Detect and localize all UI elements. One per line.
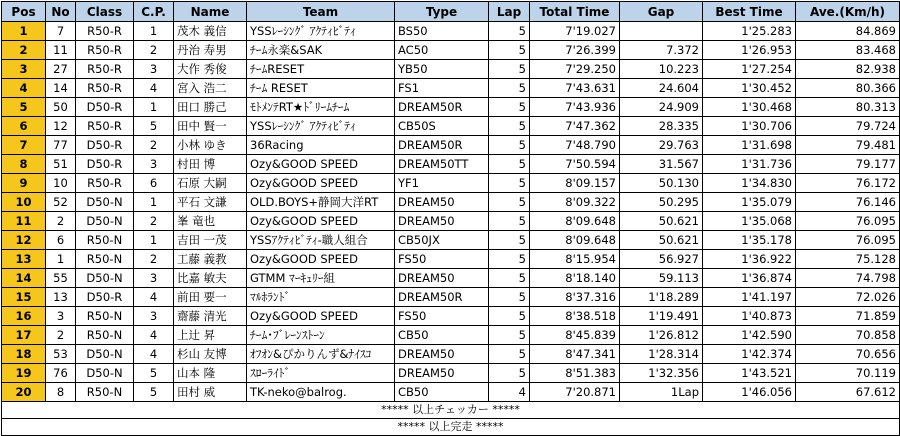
cp-cell: 1 [134, 193, 174, 212]
lap-cell: 5 [489, 345, 530, 364]
gap-cell: 50.621 [620, 231, 703, 250]
name-cell: 比嘉 敏夫 [174, 269, 247, 288]
lap-cell: 5 [489, 79, 530, 98]
lap-cell: 5 [489, 98, 530, 117]
best-time-cell: 1'31.736 [703, 155, 796, 174]
table-row [2, 364, 900, 383]
team-cell: Ozy&GOOD SPEED [247, 155, 395, 174]
gap-cell: 1'19.491 [620, 307, 703, 326]
cp-cell: 3 [134, 155, 174, 174]
ave-cell: 79.481 [796, 136, 900, 155]
col-type-header: Type [395, 2, 489, 22]
no-cell: 10 [46, 174, 76, 193]
gap-cell: 1'26.812 [620, 326, 703, 345]
best-time-cell: 1'42.590 [703, 326, 796, 345]
cp-cell: 2 [134, 212, 174, 231]
table-row [2, 269, 900, 288]
lap-cell: 5 [489, 307, 530, 326]
total-time-cell: 8'45.839 [530, 326, 620, 345]
col-total-time-header: Total Time [530, 2, 620, 22]
pos-cell: 1 [2, 22, 46, 41]
col-name-header: Name [174, 2, 247, 22]
lap-cell: 5 [489, 250, 530, 269]
class-cell: R50-R [76, 41, 134, 60]
class-cell: D50-N [76, 345, 134, 364]
ave-cell: 82.938 [796, 60, 900, 79]
type-cell: DREAM50R [395, 98, 489, 117]
cp-cell: 2 [134, 136, 174, 155]
class-cell: R50-N [76, 383, 134, 402]
cp-cell: 2 [134, 41, 174, 60]
col-gap-header: Gap [620, 2, 703, 22]
ave-cell: 80.366 [796, 79, 900, 98]
class-cell: D50-N [76, 364, 134, 383]
pos-cell: 7 [2, 136, 46, 155]
col-ave-header: Ave.(Km/h) [796, 2, 900, 22]
total-time-cell: 7'43.936 [530, 98, 620, 117]
best-time-cell: 1'35.068 [703, 212, 796, 231]
total-time-cell: 8'15.954 [530, 250, 620, 269]
table-row [2, 174, 900, 193]
table-row [2, 22, 900, 41]
cp-cell: 5 [134, 364, 174, 383]
name-cell: 田村 威 [174, 383, 247, 402]
no-cell: 53 [46, 345, 76, 364]
best-time-cell: 1'36.922 [703, 250, 796, 269]
type-cell: FS50 [395, 250, 489, 269]
note-row [2, 402, 900, 419]
type-cell: DREAM50 [395, 269, 489, 288]
team-cell: Ozy&GOOD SPEED [247, 174, 395, 193]
name-cell: 丹治 寿男 [174, 41, 247, 60]
table-row [2, 155, 900, 174]
total-time-cell: 7'43.631 [530, 79, 620, 98]
total-time-cell: 8'18.140 [530, 269, 620, 288]
lap-cell: 5 [489, 117, 530, 136]
best-time-cell: 1'27.254 [703, 60, 796, 79]
lap-cell: 5 [489, 269, 530, 288]
total-time-cell: 8'51.383 [530, 364, 620, 383]
pos-cell: 20 [2, 383, 46, 402]
no-cell: 2 [46, 326, 76, 345]
gap-cell: 50.295 [620, 193, 703, 212]
class-cell: R50-R [76, 79, 134, 98]
best-time-cell: 1'42.374 [703, 345, 796, 364]
gap-cell: 10.223 [620, 60, 703, 79]
total-time-cell: 7'19.027 [530, 22, 620, 41]
class-cell: D50-R [76, 155, 134, 174]
no-cell: 1 [46, 250, 76, 269]
type-cell: DREAM50R [395, 288, 489, 307]
cp-cell: 1 [134, 231, 174, 250]
ave-cell: 70.858 [796, 326, 900, 345]
team-cell: Ozy&GOOD SPEED [247, 212, 395, 231]
pos-cell: 8 [2, 155, 46, 174]
ave-cell: 74.798 [796, 269, 900, 288]
pos-cell: 5 [2, 98, 46, 117]
cp-cell: 3 [134, 269, 174, 288]
no-cell: 51 [46, 155, 76, 174]
no-cell: 76 [46, 364, 76, 383]
best-time-cell: 1'30.706 [703, 117, 796, 136]
pos-cell: 15 [2, 288, 46, 307]
class-cell: D50-N [76, 212, 134, 231]
total-time-cell: 8'47.341 [530, 345, 620, 364]
pos-cell: 12 [2, 231, 46, 250]
team-cell: YSSﾚｰｼﾝｸﾞ ｱｸﾃｨﾋﾞﾃｨ [247, 22, 395, 41]
pos-cell: 13 [2, 250, 46, 269]
name-cell: 村田 博 [174, 155, 247, 174]
team-cell: ﾓﾄﾒﾝﾃRT★ﾄﾞﾘｰﾑﾁｰﾑ [247, 98, 395, 117]
gap-cell [620, 22, 703, 41]
gap-cell: 1Lap [620, 383, 703, 402]
ave-cell: 75.128 [796, 250, 900, 269]
gap-cell: 28.335 [620, 117, 703, 136]
lap-cell: 5 [489, 231, 530, 250]
col-pos-header: Pos [2, 2, 46, 22]
type-cell: DREAM50R [395, 136, 489, 155]
total-time-cell: 7'26.399 [530, 41, 620, 60]
ave-cell: 79.724 [796, 117, 900, 136]
pos-cell: 3 [2, 60, 46, 79]
cp-cell: 4 [134, 79, 174, 98]
gap-cell: 56.927 [620, 250, 703, 269]
type-cell: FS50 [395, 307, 489, 326]
pos-cell: 6 [2, 117, 46, 136]
class-cell: R50-N [76, 250, 134, 269]
pos-cell: 4 [2, 79, 46, 98]
gap-cell: 24.909 [620, 98, 703, 117]
race-results-table [1, 1, 900, 436]
col-best-time-header: Best Time [703, 2, 796, 22]
notes-body [2, 402, 900, 436]
best-time-cell: 1'35.079 [703, 193, 796, 212]
cp-cell: 1 [134, 98, 174, 117]
lap-cell: 5 [489, 22, 530, 41]
table-row [2, 383, 900, 402]
pos-cell: 14 [2, 269, 46, 288]
name-cell: 吉田 一茂 [174, 231, 247, 250]
lap-cell: 5 [489, 212, 530, 231]
cp-cell: 4 [134, 326, 174, 345]
total-time-cell: 8'09.648 [530, 212, 620, 231]
gap-cell: 1'18.289 [620, 288, 703, 307]
type-cell: DREAM50TT [395, 155, 489, 174]
best-time-cell: 1'34.830 [703, 174, 796, 193]
ave-cell: 70.656 [796, 345, 900, 364]
best-time-cell: 1'35.178 [703, 231, 796, 250]
lap-cell: 4 [489, 383, 530, 402]
no-cell: 11 [46, 41, 76, 60]
total-time-cell: 8'09.322 [530, 193, 620, 212]
ave-cell: 72.026 [796, 288, 900, 307]
team-cell: YSSﾚｰｼﾝｸﾞ ｱｸﾃｨﾋﾞﾃｨ [247, 117, 395, 136]
gap-cell: 1'28.314 [620, 345, 703, 364]
lap-cell: 5 [489, 136, 530, 155]
pos-cell: 18 [2, 345, 46, 364]
pos-cell: 9 [2, 174, 46, 193]
cp-cell: 3 [134, 60, 174, 79]
col-no-header: No [46, 2, 76, 22]
note-row [2, 419, 900, 436]
ave-cell: 67.612 [796, 383, 900, 402]
cp-cell: 6 [134, 174, 174, 193]
ave-cell: 80.313 [796, 98, 900, 117]
type-cell: YB50 [395, 60, 489, 79]
lap-cell: 5 [489, 193, 530, 212]
gap-cell: 59.113 [620, 269, 703, 288]
team-cell: OLD.BOYS+静岡大洋RT [247, 193, 395, 212]
ave-cell: 76.095 [796, 212, 900, 231]
name-cell: 前田 要一 [174, 288, 247, 307]
cp-cell: 4 [134, 288, 174, 307]
no-cell: 77 [46, 136, 76, 155]
cp-cell: 5 [134, 117, 174, 136]
class-cell: R50-N [76, 307, 134, 326]
table-row [2, 231, 900, 250]
ave-cell: 71.859 [796, 307, 900, 326]
ave-cell: 84.869 [796, 22, 900, 41]
no-cell: 27 [46, 60, 76, 79]
class-cell: R50-N [76, 231, 134, 250]
class-cell: R50-R [76, 60, 134, 79]
table-row [2, 345, 900, 364]
pos-cell: 19 [2, 364, 46, 383]
type-cell: CB50 [395, 326, 489, 345]
ave-cell: 70.119 [796, 364, 900, 383]
pos-cell: 11 [2, 212, 46, 231]
total-time-cell: 8'37.316 [530, 288, 620, 307]
total-time-cell: 8'09.157 [530, 174, 620, 193]
type-cell: CB50JX [395, 231, 489, 250]
name-cell: 平石 文謙 [174, 193, 247, 212]
best-time-cell: 1'36.874 [703, 269, 796, 288]
ave-cell: 79.177 [796, 155, 900, 174]
name-cell: 齋藤 清光 [174, 307, 247, 326]
total-time-cell: 7'48.790 [530, 136, 620, 155]
col-team-header: Team [247, 2, 395, 22]
class-cell: D50-R [76, 136, 134, 155]
total-time-cell: 8'38.518 [530, 307, 620, 326]
lap-cell: 5 [489, 41, 530, 60]
class-cell: D50-N [76, 269, 134, 288]
type-cell: DREAM50 [395, 345, 489, 364]
lap-cell: 5 [489, 364, 530, 383]
table-row [2, 136, 900, 155]
team-cell: 36Racing [247, 136, 395, 155]
team-cell: GTMM ﾏｰｷｭﾘｰ組 [247, 269, 395, 288]
cp-cell: 3 [134, 307, 174, 326]
lap-cell: 5 [489, 288, 530, 307]
name-cell: 大作 秀俊 [174, 60, 247, 79]
cp-cell: 4 [134, 345, 174, 364]
no-cell: 2 [46, 212, 76, 231]
cp-cell: 2 [134, 250, 174, 269]
no-cell: 13 [46, 288, 76, 307]
ave-cell: 76.146 [796, 193, 900, 212]
lap-cell: 5 [489, 60, 530, 79]
lap-cell: 5 [489, 155, 530, 174]
cp-cell: 1 [134, 22, 174, 41]
name-cell: 峯 竜也 [174, 212, 247, 231]
table-row [2, 212, 900, 231]
class-cell: R50-R [76, 174, 134, 193]
best-time-cell: 1'46.056 [703, 383, 796, 402]
best-time-cell: 1'30.452 [703, 79, 796, 98]
type-cell: CB50 [395, 383, 489, 402]
type-cell: DREAM50 [395, 212, 489, 231]
table-row [2, 288, 900, 307]
class-cell: R50-N [76, 326, 134, 345]
class-cell: D50-N [76, 193, 134, 212]
team-cell: ｽﾛｰﾗｲﾄﾞ [247, 364, 395, 383]
table-row [2, 326, 900, 345]
type-cell: FS1 [395, 79, 489, 98]
name-cell: 小林 ゆき [174, 136, 247, 155]
pos-cell: 10 [2, 193, 46, 212]
lap-cell: 5 [489, 174, 530, 193]
gap-cell: 50.130 [620, 174, 703, 193]
cp-cell: 5 [134, 383, 174, 402]
name-cell: 茂木 義信 [174, 22, 247, 41]
name-cell: 田中 賢一 [174, 117, 247, 136]
table-row [2, 307, 900, 326]
team-cell: ﾏﾙﾎﾗﾝﾄﾞ [247, 288, 395, 307]
table-row [2, 250, 900, 269]
best-time-cell: 1'31.698 [703, 136, 796, 155]
results-body [2, 22, 900, 402]
team-cell: YSSｱｸﾃｨﾋﾞﾃｨ-職人組合 [247, 231, 395, 250]
pos-cell: 17 [2, 326, 46, 345]
finish-note: ***** 以上完走 ***** [2, 419, 900, 436]
total-time-cell: 7'20.871 [530, 383, 620, 402]
col-lap-header: Lap [489, 2, 530, 22]
no-cell: 7 [46, 22, 76, 41]
no-cell: 55 [46, 269, 76, 288]
gap-cell: 7.372 [620, 41, 703, 60]
col-cp-header: C.P. [134, 2, 174, 22]
team-cell: Ozy&GOOD SPEED [247, 307, 395, 326]
gap-cell: 29.763 [620, 136, 703, 155]
type-cell: YF1 [395, 174, 489, 193]
class-cell: D50-R [76, 288, 134, 307]
table-row [2, 60, 900, 79]
lap-cell: 5 [489, 326, 530, 345]
pos-cell: 16 [2, 307, 46, 326]
no-cell: 50 [46, 98, 76, 117]
total-time-cell: 7'47.362 [530, 117, 620, 136]
no-cell: 14 [46, 79, 76, 98]
team-cell: ﾁｰﾑRESET [247, 60, 395, 79]
ave-cell: 76.172 [796, 174, 900, 193]
best-time-cell: 1'30.468 [703, 98, 796, 117]
ave-cell: 83.468 [796, 41, 900, 60]
no-cell: 6 [46, 231, 76, 250]
name-cell: 石原 大嗣 [174, 174, 247, 193]
class-cell: R50-R [76, 22, 134, 41]
gap-cell: 50.621 [620, 212, 703, 231]
table-row [2, 79, 900, 98]
col-class-header: Class [76, 2, 134, 22]
total-time-cell: 7'50.594 [530, 155, 620, 174]
no-cell: 3 [46, 307, 76, 326]
table-row [2, 41, 900, 60]
table-row [2, 117, 900, 136]
team-cell: ｵﾌｵﾝ&ぴかりんず&ﾅｲｽｺ [247, 345, 395, 364]
team-cell: Ozy&GOOD SPEED [247, 250, 395, 269]
table-row [2, 193, 900, 212]
gap-cell: 31.567 [620, 155, 703, 174]
type-cell: DREAM50 [395, 193, 489, 212]
no-cell: 52 [46, 193, 76, 212]
team-cell: ﾁｰﾑ･ﾌﾞﾚｰﾝｽﾄｰﾝ [247, 326, 395, 345]
gap-cell: 1'32.356 [620, 364, 703, 383]
no-cell: 8 [46, 383, 76, 402]
checker-note: ***** 以上チェッカー ***** [2, 402, 900, 419]
team-cell: TK-neko@balrog. [247, 383, 395, 402]
type-cell: CB50S [395, 117, 489, 136]
total-time-cell: 8'09.648 [530, 231, 620, 250]
name-cell: 宮入 浩二 [174, 79, 247, 98]
name-cell: 杉山 友博 [174, 345, 247, 364]
class-cell: R50-R [76, 117, 134, 136]
team-cell: ﾁｰﾑ永楽&SAK [247, 41, 395, 60]
best-time-cell: 1'41.197 [703, 288, 796, 307]
header-row [2, 2, 900, 22]
name-cell: 上辻 昇 [174, 326, 247, 345]
type-cell: DREAM50 [395, 364, 489, 383]
type-cell: AC50 [395, 41, 489, 60]
name-cell: 田口 勝己 [174, 98, 247, 117]
no-cell: 12 [46, 117, 76, 136]
gap-cell: 24.604 [620, 79, 703, 98]
best-time-cell: 1'43.521 [703, 364, 796, 383]
type-cell: BS50 [395, 22, 489, 41]
table-row [2, 98, 900, 117]
pos-cell: 2 [2, 41, 46, 60]
best-time-cell: 1'26.953 [703, 41, 796, 60]
class-cell: D50-R [76, 98, 134, 117]
best-time-cell: 1'25.283 [703, 22, 796, 41]
name-cell: 工藤 義教 [174, 250, 247, 269]
total-time-cell: 7'29.250 [530, 60, 620, 79]
team-cell: ﾁｰﾑ RESET [247, 79, 395, 98]
name-cell: 山本 隆 [174, 364, 247, 383]
ave-cell: 76.095 [796, 231, 900, 250]
best-time-cell: 1'40.873 [703, 307, 796, 326]
